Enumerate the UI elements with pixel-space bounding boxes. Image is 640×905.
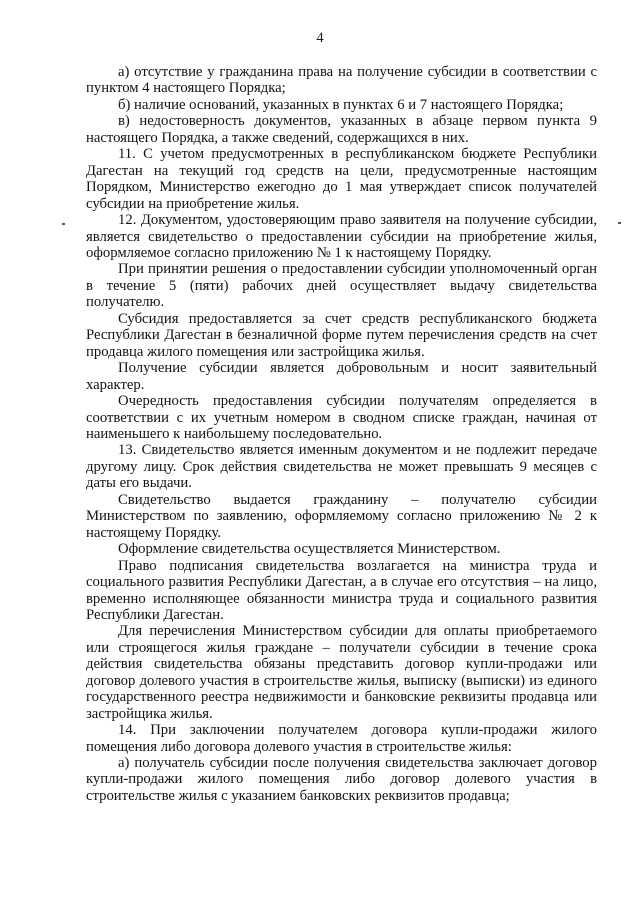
paragraph-12: 12. Документом, удостоверяющим право заявителя на получение субсидии, является свидетельство о предоставлении субсидии на приобретение жилья, оформляемое согласно приложению № 1 к настоящему Порядку.: [86, 212, 597, 261]
paragraph-12-voluntary: Получение субсидии является добровольным и носит заявительный характер.: [86, 360, 597, 393]
paragraph-11: 11. С учетом предусмотренных в республиканском бюджете Республики Дагестан на текущий год средств на цели, предусмотренные настоящим Порядком, Министерство ежегодно до 1 мая утверждает список получателей субсидии на приобретение жилья.: [86, 146, 597, 212]
paragraph-10b: б) наличие оснований, указанных в пунктах 6 и 7 настоящего Порядка;: [118, 96, 564, 113]
paragraph-12-funding: Субсидия предоставляется за счет средств республиканского бюджета Республики Дагестан в безналичной форме путем перечисления средств на счет продавца жилого помещения или застройщика жилья.: [86, 310, 597, 360]
paragraph-14a: а) получатель субсидии после получения свидетельства заключает договор купли-продажи жилого помещения либо договор долевого участия в строительстве жилья с указанием банковских реквизитов продавца;: [86, 755, 597, 804]
paragraph-10c: в) недостоверность документов, указанных в абзаце первом пункта 9 настоящего Порядка, а также сведений, содержащихся в них.: [86, 113, 597, 146]
paragraph-12-issuance: При принятии решения о предоставлении субсидии уполномоченный орган в течение 5 (пяти) рабочих дней осуществляет выдачу свидетельства получателю.: [86, 261, 597, 311]
scan-speck-right: [618, 222, 621, 224]
paragraph-13-signing: Право подписания свидетельства возлагается на министра труда и социального развития Республики Дагестан, а в случае его отсутствия – на лицо, временно исполняющее обязанности министра труда и социального развития Республики Дагестан.: [86, 557, 597, 623]
paragraph-10a: а) отсутствие у гражданина права на получение субсидии в соответствии с пунктом 4 настоящего Порядка;: [86, 64, 597, 97]
paragraph-13-issued: Свидетельство выдается гражданину – получателю субсидии Министерством по заявлению, оформляемому согласно приложению № 2 к настоящему Порядку.: [86, 491, 597, 541]
paragraph-13: 13. Свидетельство является именным документом и не подлежит передаче другому лицу. Срок действия свидетельства не может превышать 9 месяцев с даты его выдачи.: [86, 442, 597, 492]
paragraph-13-processing: Оформление свидетельства осуществляется Министерством.: [118, 541, 501, 558]
page-number: 4: [316, 30, 324, 46]
paragraph-12-order: Очередность предоставления субсидии получателям определяется в соответствии с их учетным номером в сводном списке граждан, начиная от наименьшего к наибольшему последовательно.: [86, 393, 597, 442]
scan-speck-left: [62, 223, 65, 225]
paragraph-13-transfer: Для перечисления Министерством субсидии для оплаты приобретаемого или строящегося жилья граждане – получатели субсидии в течение срока действия свидетельства обязаны представить договор купли-продажи или договор долевого участия в строительстве жилья, выписку (выписки) из единого государственного реестра недвижимости и банковские реквизиты продавца или застройщика жилья.: [86, 623, 597, 722]
document-body: [86, 64, 597, 804]
paragraph-14: 14. При заключении получателем договора купли-продажи жилого помещения либо договора долевого участия в строительстве жилья:: [86, 722, 597, 755]
